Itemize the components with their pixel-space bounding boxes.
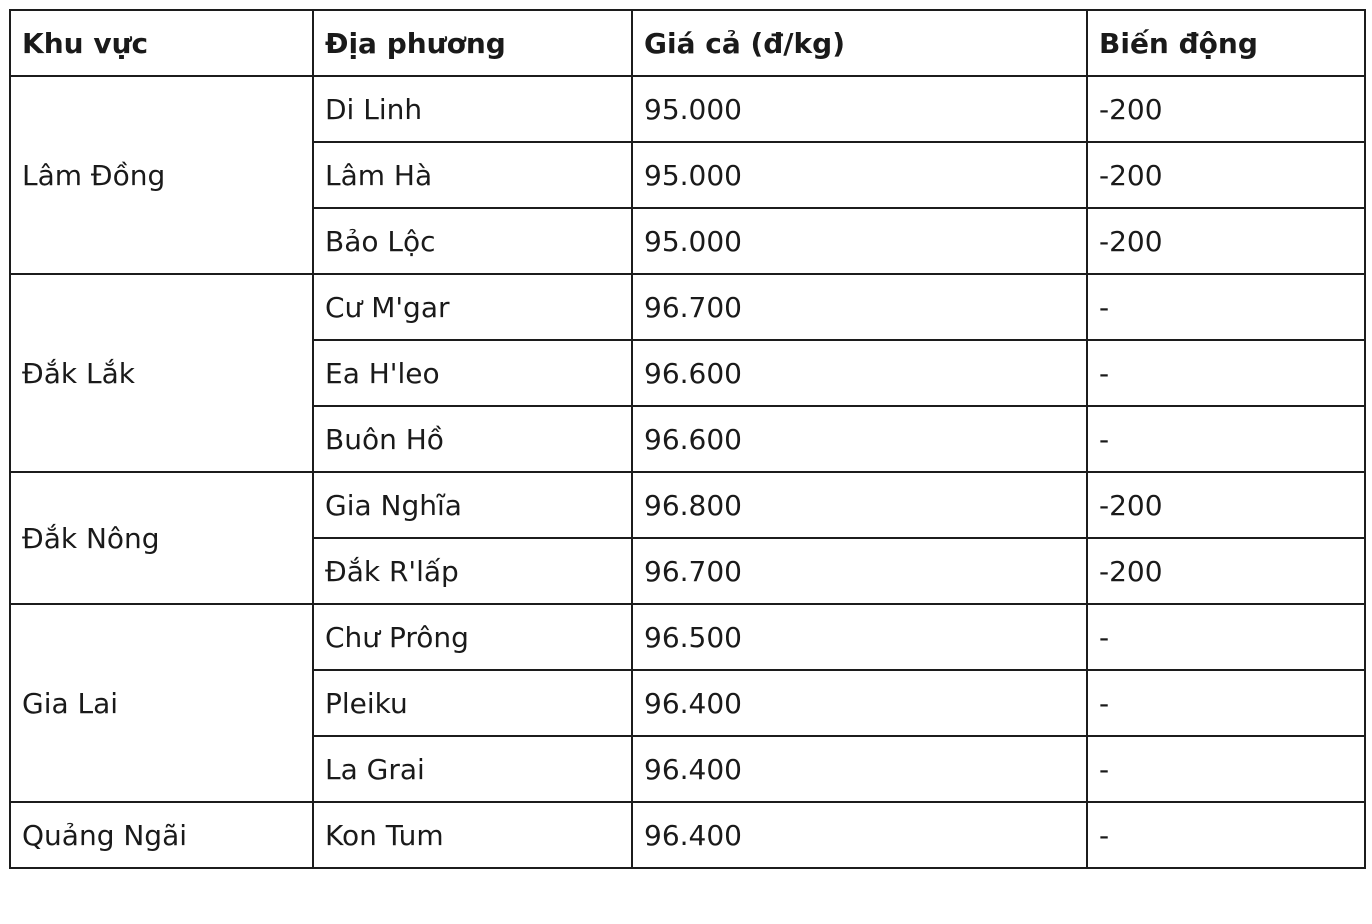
price-cell: 96.400: [632, 802, 1087, 868]
header-locality: Địa phương: [313, 10, 632, 76]
change-cell: -: [1087, 340, 1365, 406]
price-cell: 96.800: [632, 472, 1087, 538]
price-cell: 96.600: [632, 406, 1087, 472]
price-cell: 96.400: [632, 670, 1087, 736]
change-cell: -200: [1087, 538, 1365, 604]
price-cell: 96.700: [632, 274, 1087, 340]
header-change: Biến động: [1087, 10, 1365, 76]
price-cell: 96.600: [632, 340, 1087, 406]
price-cell: 95.000: [632, 142, 1087, 208]
locality-cell: Kon Tum: [313, 802, 632, 868]
header-price: Giá cả (đ/kg): [632, 10, 1087, 76]
change-cell: -: [1087, 604, 1365, 670]
locality-cell: Gia Nghĩa: [313, 472, 632, 538]
region-cell: Lâm Đồng: [10, 76, 313, 274]
change-cell: -200: [1087, 208, 1365, 274]
locality-cell: Pleiku: [313, 670, 632, 736]
price-cell: 95.000: [632, 208, 1087, 274]
locality-cell: Ea H'leo: [313, 340, 632, 406]
change-cell: -: [1087, 736, 1365, 802]
region-cell: Gia Lai: [10, 604, 313, 802]
price-table: [9, 9, 1366, 869]
table-body: [10, 76, 1365, 868]
change-cell: -200: [1087, 76, 1365, 142]
price-cell: 95.000: [632, 76, 1087, 142]
price-cell: 96.700: [632, 538, 1087, 604]
price-cell: 96.400: [632, 736, 1087, 802]
change-cell: -: [1087, 670, 1365, 736]
table-row: [10, 802, 1365, 868]
change-cell: -200: [1087, 142, 1365, 208]
price-cell: 96.500: [632, 604, 1087, 670]
locality-cell: Lâm Hà: [313, 142, 632, 208]
header-region: Khu vực: [10, 10, 313, 76]
change-cell: -: [1087, 802, 1365, 868]
table-row: [10, 604, 1365, 670]
change-cell: -200: [1087, 472, 1365, 538]
table-row: [10, 472, 1365, 538]
table-row: [10, 274, 1365, 340]
locality-cell: Đắk R'lấp: [313, 538, 632, 604]
region-cell: Đắk Nông: [10, 472, 313, 604]
table-row: [10, 76, 1365, 142]
locality-cell: Buôn Hồ: [313, 406, 632, 472]
locality-cell: Cư M'gar: [313, 274, 632, 340]
region-cell: Quảng Ngãi: [10, 802, 313, 868]
change-cell: -: [1087, 406, 1365, 472]
region-cell: Đắk Lắk: [10, 274, 313, 472]
locality-cell: La Grai: [313, 736, 632, 802]
locality-cell: Bảo Lộc: [313, 208, 632, 274]
change-cell: -: [1087, 274, 1365, 340]
header-row: [10, 10, 1365, 76]
locality-cell: Chư Prông: [313, 604, 632, 670]
locality-cell: Di Linh: [313, 76, 632, 142]
